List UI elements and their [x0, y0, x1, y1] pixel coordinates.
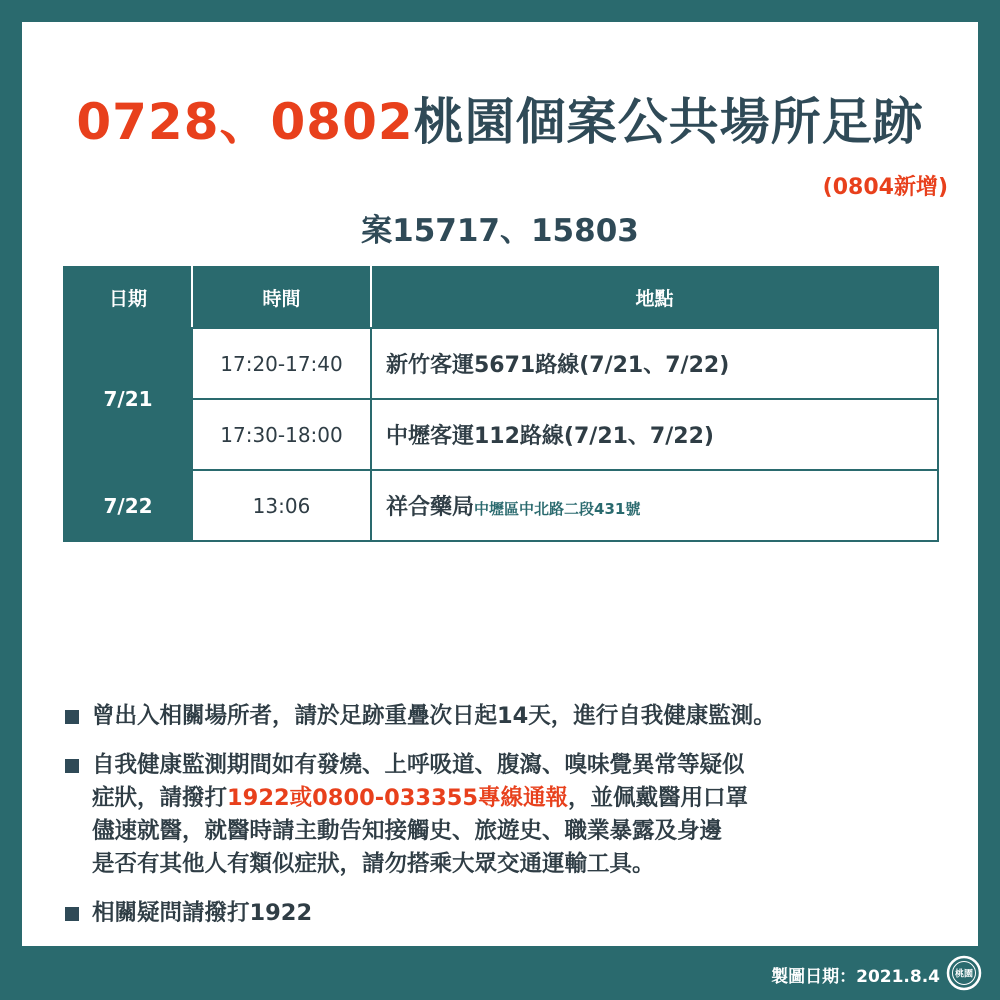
update-note: (0804新增)	[822, 175, 948, 200]
note-line: 是否有其他人有類似症狀，請勿搭乘大眾交通運輸工具。	[92, 851, 655, 877]
header-date: 日期	[64, 267, 192, 328]
note-text: 曾出入相關場所者，請於足跡重疊次日起14天，進行自我健康監測。	[92, 703, 776, 729]
list-item	[65, 749, 965, 881]
place-name: 祥合藥局	[386, 495, 475, 520]
bullet-square-icon	[65, 759, 79, 773]
table-row	[64, 399, 938, 470]
time-cell: 17:30-18:00	[192, 399, 371, 470]
title-dates: 0728、0802	[76, 93, 414, 151]
time-cell: 13:06	[192, 470, 371, 541]
list-item	[65, 897, 965, 930]
place-cell	[371, 470, 938, 541]
table-header-row	[64, 267, 938, 328]
header-time: 時間	[192, 267, 371, 328]
title-main: 桃園個案公共場所足跡	[413, 93, 924, 151]
taoyuan-seal-icon	[946, 955, 982, 991]
time-cell: 17:20-17:40	[192, 328, 371, 399]
bullet-square-icon	[65, 710, 79, 724]
note-text: 相關疑問請撥打1922	[92, 900, 313, 926]
place-cell: 新竹客運5671路線(7/21、7/22)	[371, 328, 938, 399]
table-row	[64, 328, 938, 399]
date-cell: 7/21	[64, 328, 192, 470]
note-line: 儘速就醫，就醫時請主動告知接觸史、旅遊史、職業暴露及身邊	[92, 818, 723, 844]
date-cell: 7/22	[64, 470, 192, 541]
case-numbers: 案15717、15803	[361, 213, 639, 249]
notes-list	[65, 700, 965, 946]
list-item	[65, 700, 965, 733]
note-line: 症狀，請撥打	[92, 785, 228, 811]
hotline-text: 1922或0800-033355專線通報	[227, 785, 569, 811]
header-place: 地點	[371, 267, 938, 328]
footprint-table	[63, 266, 939, 542]
note-line: 自我健康監測期間如有發燒、上呼吸道、腹瀉、嗅味覺異常等疑似	[92, 752, 745, 778]
place-cell: 中壢客運112路線(7/21、7/22)	[371, 399, 938, 470]
table-row	[64, 470, 938, 541]
place-address: 中壢區中北路二段431號	[474, 500, 641, 518]
creation-date: 製圖日期：2021.8.4	[771, 967, 940, 987]
bullet-square-icon	[65, 907, 79, 921]
page-title	[0, 82, 1000, 154]
seal-label: 桃園	[954, 969, 974, 980]
note-line: ，並佩戴醫用口罩	[568, 785, 749, 811]
